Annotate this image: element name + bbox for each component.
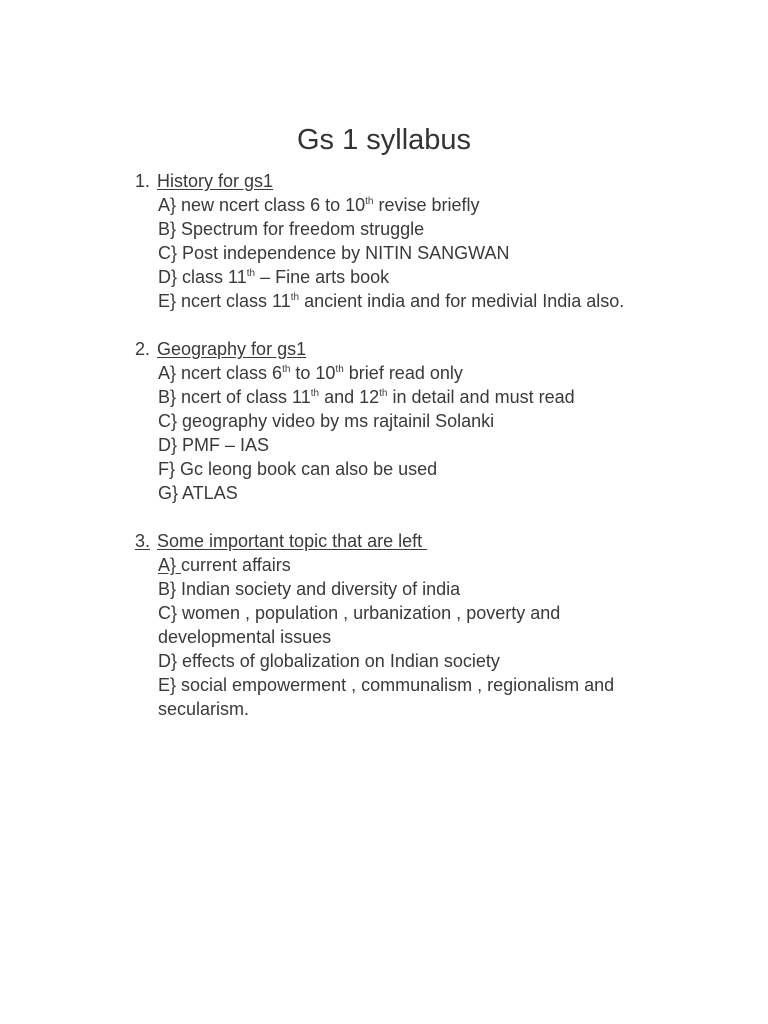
- item-text: C} geography video by ms rajtainil Solanki: [158, 411, 495, 431]
- item-text: C} women , population , urbanization , poverty and developmental issues: [158, 603, 566, 647]
- item-text: ancient india and for medivial India also.: [299, 291, 625, 311]
- list-item: [158, 409, 658, 433]
- item-text: and 12: [319, 387, 380, 407]
- list-item: [158, 361, 658, 385]
- superscript-text: th: [335, 364, 344, 375]
- item-text: B} ncert of class 11: [158, 387, 311, 407]
- item-text: brief read only: [343, 363, 463, 383]
- list-item: [158, 649, 658, 673]
- superscript-text: th: [379, 388, 388, 399]
- item-text: G} ATLAS: [158, 483, 238, 503]
- section-number: 1.: [135, 171, 151, 191]
- list-item: [158, 193, 658, 217]
- section-heading-text: Some important topic that are left: [157, 531, 428, 551]
- superscript-text: th: [282, 364, 291, 375]
- item-text: C} Post independence by NITIN SANGWAN: [158, 243, 510, 263]
- item-text: current affairs: [181, 555, 291, 575]
- item-text: B} Spectrum for freedom struggle: [158, 219, 425, 239]
- syllabus-section: [135, 337, 735, 505]
- item-text: E} social empowerment , communalism , regionalism and secularism.: [158, 675, 620, 719]
- item-text: B} Indian society and diversity of india: [158, 579, 461, 599]
- list-item: [158, 481, 658, 505]
- list-item: [158, 241, 658, 265]
- section-items: [135, 553, 735, 721]
- item-text: to 10: [290, 363, 336, 383]
- item-text: revise briefly: [373, 195, 480, 215]
- section-heading-text: History for gs1: [157, 171, 274, 191]
- superscript-text: th: [365, 196, 374, 207]
- item-text: A} new ncert class 6 to 10: [158, 195, 366, 215]
- superscript-text: th: [290, 292, 300, 303]
- list-item: [158, 673, 658, 721]
- item-text: E} ncert class 11: [158, 291, 291, 311]
- page-title: Gs 1 syllabus: [296, 124, 472, 156]
- item-text: D} PMF – IAS: [158, 435, 270, 455]
- section-heading: [135, 529, 735, 553]
- superscript-text: th: [310, 388, 320, 399]
- list-item: [158, 577, 658, 601]
- item-text: – Fine arts book: [255, 267, 390, 287]
- list-item: [158, 217, 658, 241]
- item-text: A}: [158, 555, 182, 575]
- list-item: [158, 433, 658, 457]
- list-item: [158, 553, 658, 577]
- section-number: 2.: [135, 339, 151, 359]
- section-items: [135, 193, 735, 313]
- list-item: [158, 385, 658, 409]
- item-text: A} ncert class 6: [158, 363, 283, 383]
- syllabus-sections: [135, 169, 735, 745]
- item-text: F} Gc leong book can also be used: [158, 459, 438, 479]
- list-item: [158, 265, 658, 289]
- section-heading: [135, 169, 735, 193]
- item-text: in detail and must read: [387, 387, 575, 407]
- syllabus-section: [135, 529, 735, 721]
- syllabus-section: [135, 169, 735, 313]
- section-items: [135, 361, 735, 505]
- list-item: [158, 601, 658, 649]
- superscript-text: th: [246, 268, 256, 279]
- list-item: [158, 289, 658, 313]
- item-text: D} class 11: [158, 267, 247, 287]
- item-text: D} effects of globalization on Indian society: [158, 651, 500, 671]
- section-heading: [135, 337, 735, 361]
- list-item: [158, 457, 658, 481]
- section-heading-text: Geography for gs1: [157, 339, 307, 359]
- section-number: 3.: [135, 531, 151, 551]
